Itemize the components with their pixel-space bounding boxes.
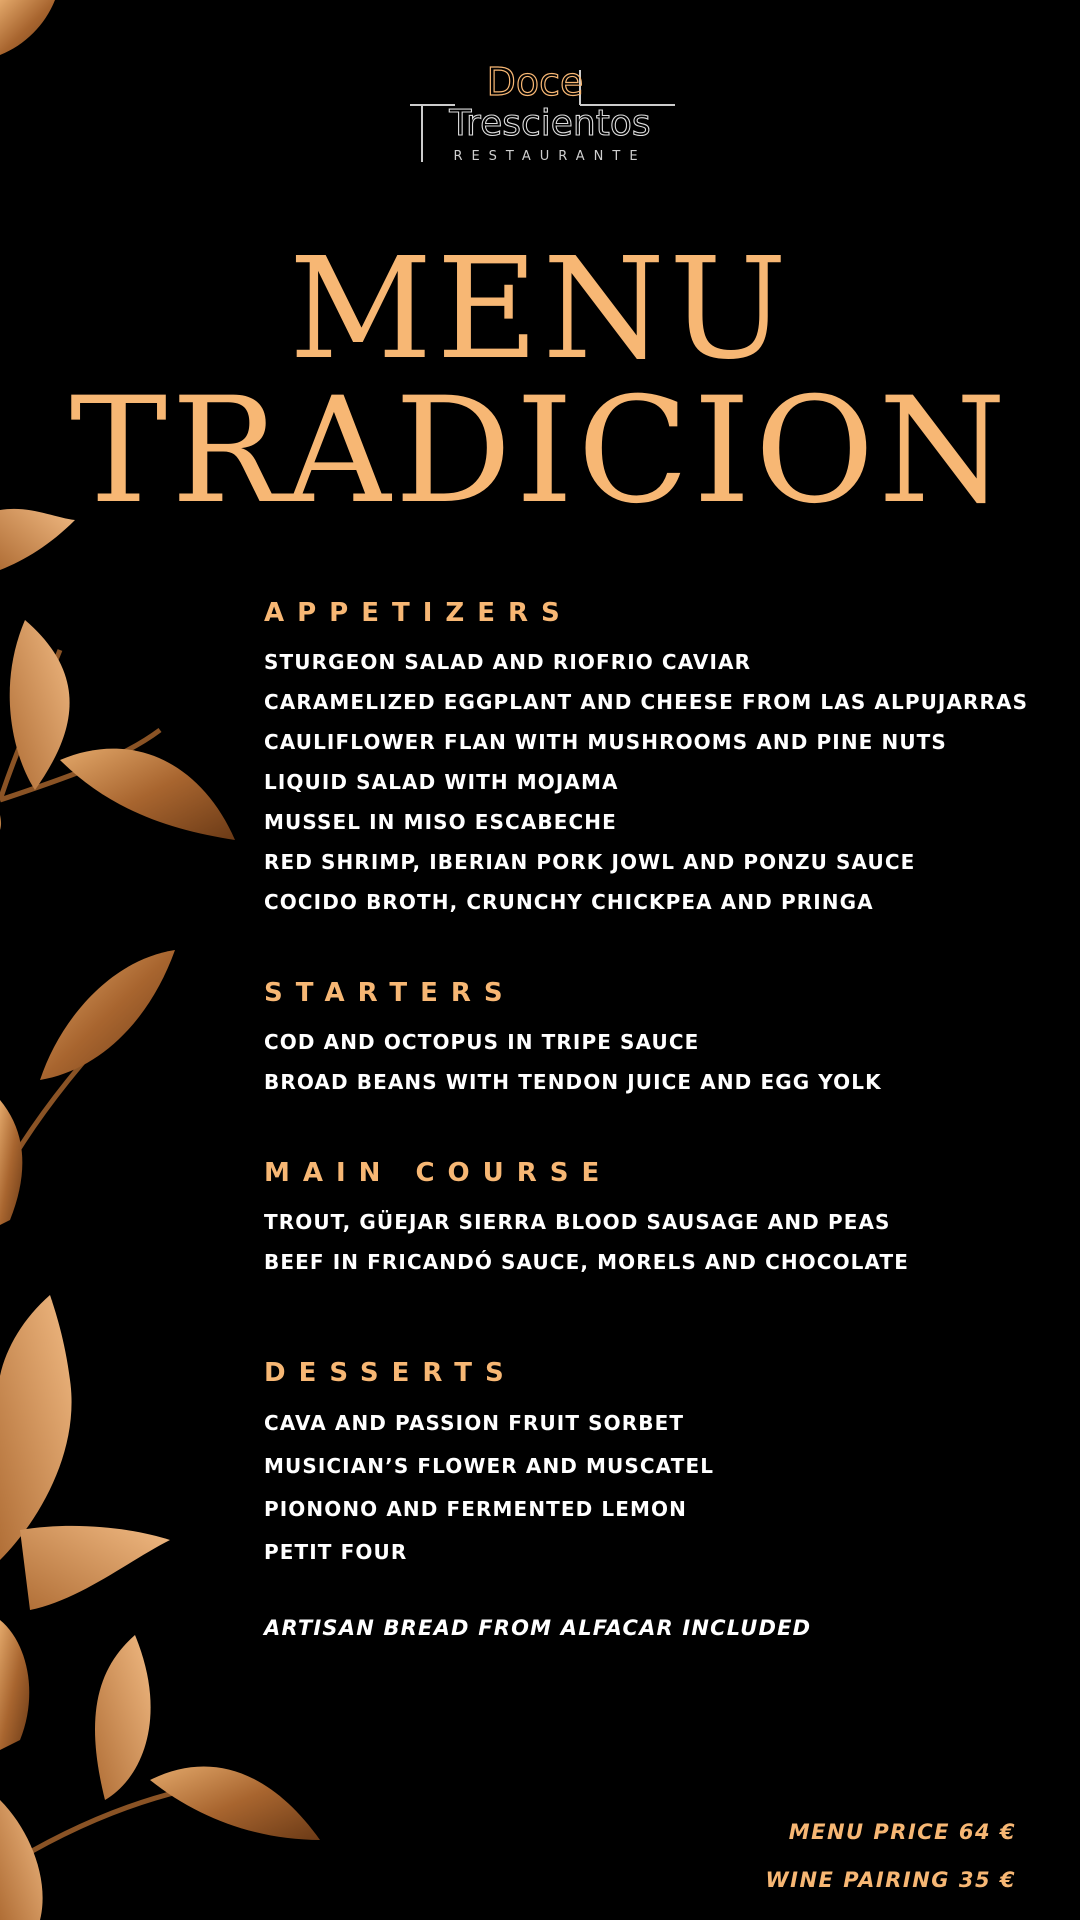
menu-title-line2: TRADICION bbox=[69, 366, 1011, 536]
menu-item: CAULIFLOWER FLAN WITH MUSHROOMS AND PINE NUTS bbox=[264, 730, 947, 754]
menu-price: MENU PRICE 64 € bbox=[788, 1820, 1016, 1844]
menu-title-line1: MENU bbox=[288, 228, 792, 391]
section-desserts bbox=[264, 1358, 1064, 1574]
price-block bbox=[766, 1808, 1017, 1904]
section-appetizers bbox=[264, 598, 1064, 922]
menu-item: BROAD BEANS WITH TENDON JUICE AND EGG YOLK bbox=[264, 1070, 882, 1094]
menu-item: MUSSEL IN MISO ESCABECHE bbox=[264, 810, 617, 834]
menu-item: MUSICIAN’S FLOWER AND MUSCATEL bbox=[264, 1454, 715, 1478]
section-heading: APPETIZERS bbox=[264, 598, 573, 628]
logo-tagline: RESTAURANTE bbox=[453, 149, 647, 164]
logo-name-line2: Trescientos bbox=[449, 103, 651, 144]
section-heading: DESSERTS bbox=[264, 1358, 517, 1388]
menu-content bbox=[264, 598, 1064, 1640]
menu-item: LIQUID SALAD WITH MOJAMA bbox=[264, 770, 619, 794]
section-main-course bbox=[264, 1158, 1064, 1282]
menu-item: CAVA AND PASSION FRUIT SORBET bbox=[264, 1411, 685, 1435]
menu-item: BEEF IN FRICANDÓ SAUCE, MORELS AND CHOCOLATE bbox=[264, 1250, 910, 1274]
menu-item: RED SHRIMP, IBERIAN PORK JOWL AND PONZU SAUCE bbox=[264, 850, 916, 874]
bread-note: ARTISAN BREAD FROM ALFACAR INCLUDED bbox=[264, 1616, 812, 1640]
menu-item: STURGEON SALAD AND RIOFRIO CAVIAR bbox=[264, 650, 752, 674]
menu-item: CARAMELIZED EGGPLANT AND CHEESE FROM LAS ALPUJARRAS bbox=[264, 690, 1029, 714]
section-starters bbox=[264, 978, 1064, 1102]
restaurant-logo bbox=[0, 60, 1080, 170]
logo-name-line1: Doce bbox=[486, 60, 584, 104]
menu-item: COCIDO BROTH, CRUNCHY CHICKPEA AND PRINGA bbox=[264, 890, 874, 914]
menu-item: TROUT, GÜEJAR SIERRA BLOOD SAUSAGE AND PEAS bbox=[264, 1210, 891, 1234]
menu-item: PIONONO AND FERMENTED LEMON bbox=[264, 1497, 687, 1521]
menu-item: PETIT FOUR bbox=[264, 1540, 408, 1564]
wine-pairing-price: WINE PAIRING 35 € bbox=[765, 1868, 1016, 1892]
section-heading: MAIN COURSE bbox=[264, 1158, 613, 1188]
menu-item: COD AND OCTOPUS IN TRIPE SAUCE bbox=[264, 1030, 700, 1054]
section-heading: STARTERS bbox=[264, 978, 516, 1008]
logo-mark bbox=[400, 60, 680, 170]
